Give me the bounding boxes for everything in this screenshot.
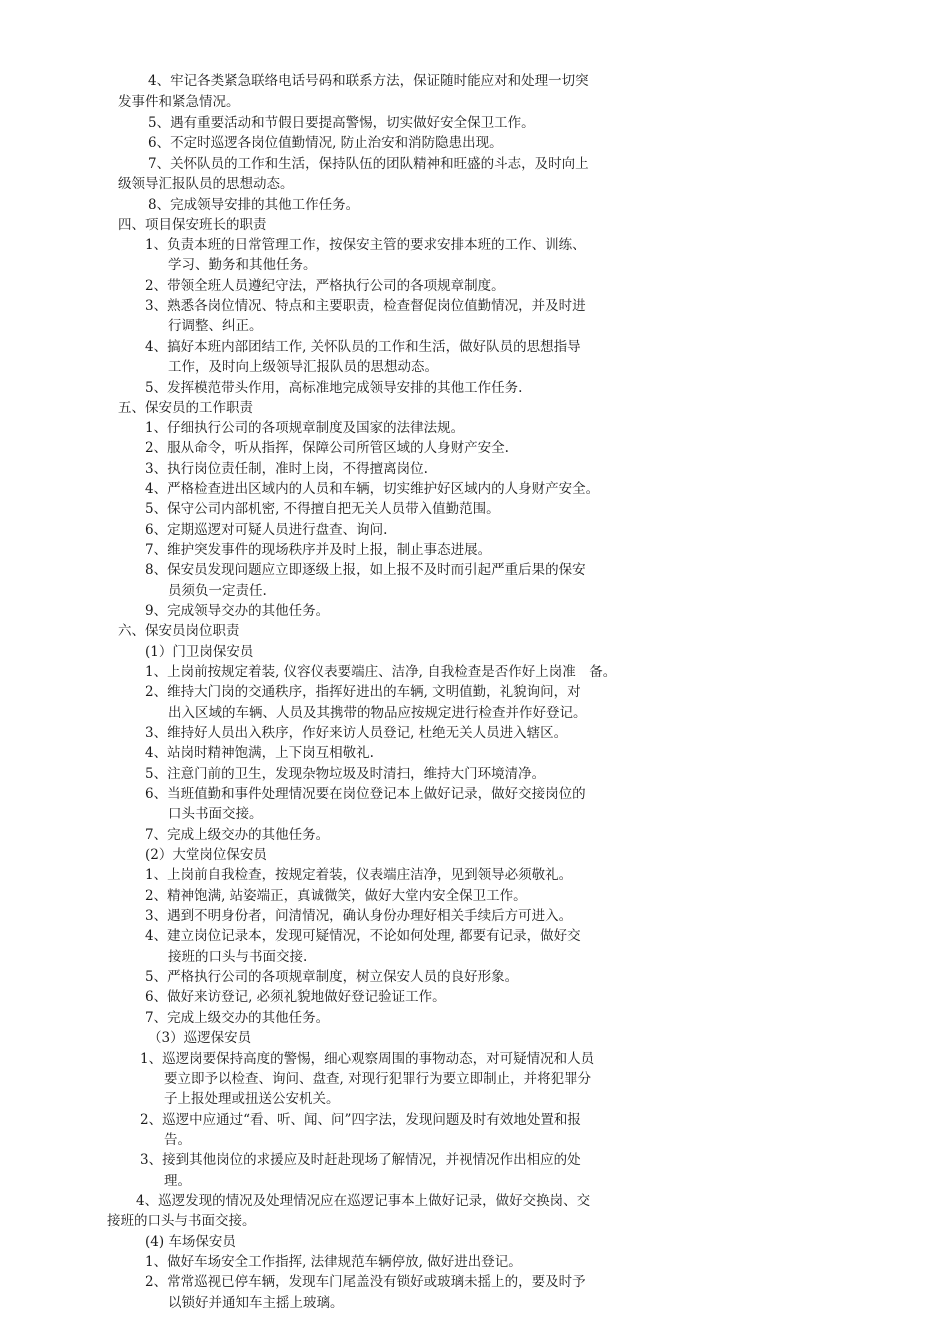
text-line: 2、巡逻中应通过“看、听、闻、问”四字法，发现问题及时有效地处置和报 — [140, 1112, 581, 1128]
text-line: 4、搞好本班内部团结工作, 关怀队员的工作和生活，做好队员的思想指导 — [145, 339, 581, 355]
text-line: 6、不定时巡逻各岗位值勤情况, 防止治安和消防隐患出现。 — [148, 135, 503, 151]
text-line: 4、建立岗位记录本，发现可疑情况，不论如何处理, 都要有记录，做好交 — [145, 928, 581, 944]
text-line: 接班的口头与书面交接。 — [107, 1213, 256, 1229]
section-heading: 四、项目保安班长的职责 — [118, 217, 267, 233]
text-line: 告。 — [164, 1132, 191, 1148]
text-line: 7、关怀队员的工作和生活，保持队伍的团队精神和旺盛的斗志，及时向上 — [148, 156, 589, 172]
text-line: 子上报处理或扭送公安机关。 — [164, 1091, 340, 1107]
subsection-heading: (2）大堂岗位保安员 — [145, 847, 267, 863]
text-line: 6、做好来访登记, 必须礼貌地做好登记验证工作。 — [145, 989, 446, 1005]
text-line: 出入区域的车辆、人员及其携带的物品应按规定进行检查并作好登记。 — [168, 705, 587, 721]
text-line: 1、做好车场安全工作指挥, 法律规范车辆停放, 做好进出登记。 — [145, 1254, 522, 1270]
text-line: 4、巡逻发现的情况及处理情况应在巡逻记事本上做好记录，做好交换岗、交 — [136, 1193, 591, 1209]
text-line: 发事件和紧急情况。 — [118, 94, 240, 110]
text-line: 2、常常巡视已停车辆，发现车门尾盖没有锁好或玻璃未摇上的，要及时予 — [145, 1274, 586, 1290]
text-line: 5、发挥模范带头作用，高标准地完成领导安排的其他工作任务. — [145, 380, 523, 396]
subsection-heading: （3）巡逻保安员 — [148, 1030, 252, 1046]
text-line: 5、严格执行公司的各项规章制度，树立保安人员的良好形象。 — [145, 969, 519, 985]
section-heading: 五、保安员的工作职责 — [118, 400, 253, 416]
text-line: 理。 — [164, 1173, 191, 1189]
text-line: 4、站岗时精神饱满，上下岗互相敬礼. — [145, 745, 374, 761]
text-line: 7、完成上级交办的其他任务。 — [145, 827, 330, 843]
text-line: 7、维护突发事件的现场秩序并及时上报，制止事态进展。 — [145, 542, 492, 558]
text-line: 8、保安员发现问题应立即逐级上报，如上报不及时而引起严重后果的保安 — [145, 562, 586, 578]
text-line: 5、遇有重要活动和节假日要提高警惕，切实做好安全保卫工作。 — [148, 115, 535, 131]
section-heading: 六、保安员岗位职责 — [118, 623, 240, 639]
text-line: 3、维持好人员出入秩序，作好来访人员登记, 杜绝无关人员进入辖区。 — [145, 725, 568, 741]
text-line: 1、仔细执行公司的各项规章制度及国家的法律法规。 — [145, 420, 465, 436]
text-line: 员须负一定责任. — [168, 583, 267, 599]
text-line: 7、完成上级交办的其他任务。 — [145, 1010, 330, 1026]
text-line: 6、定期巡逻对可疑人员进行盘查、询问. — [145, 522, 388, 538]
subsection-heading: (1）门卫岗保安员 — [145, 644, 254, 660]
text-line: 1、负责本班的日常管理工作，按保安主管的要求安排本班的工作、训练、 — [145, 237, 586, 253]
text-line: 2、带领全班人员遵纪守法，严格执行公司的各项规章制度。 — [145, 278, 505, 294]
text-line: 接班的口头与书面交接. — [168, 949, 308, 965]
text-line: 3、熟悉各岗位情况、特点和主要职责，检查督促岗位值勤情况，并及时进 — [145, 298, 586, 314]
text-line: 口头书面交接。 — [168, 806, 263, 822]
text-line: 2、精神饱满, 站姿端正，真诚微笑，做好大堂内安全保卫工作。 — [145, 888, 527, 904]
text-line: 5、注意门前的卫生，发现杂物垃圾及时清扫，维持大门环境清净。 — [145, 766, 546, 782]
text-line: 3、执行岗位责任制，准时上岗，不得擅离岗位. — [145, 461, 428, 477]
text-line: 2、服从命令，听从指挥，保障公司所管区域的人身财产安全. — [145, 440, 509, 456]
text-line: 以锁好并通知车主摇上玻璃。 — [168, 1295, 344, 1311]
text-line: 3、接到其他岗位的求援应及时赶赴现场了解情况，并视情况作出相应的处 — [140, 1152, 581, 1168]
text-line: 8、完成领导安排的其他工作任务。 — [148, 197, 360, 213]
text-line: 2、维持大门岗的交通秩序，指挥好进出的车辆, 文明值勤，礼貌询问，对 — [145, 684, 581, 700]
text-line: 9、完成领导交办的其他任务。 — [145, 603, 330, 619]
subsection-heading: (4) 车场保安员 — [145, 1234, 236, 1250]
text-line: 要立即予以检查、询问、盘查, 对现行犯罪行为要立即制止，并将犯罪分 — [164, 1071, 592, 1087]
text-line: 4、严格检查进出区域内的人员和车辆，切实维护好区域内的人身财产安全。 — [145, 481, 600, 497]
text-line: 5、保守公司内部机密, 不得擅自把无关人员带入值勤范围。 — [145, 501, 500, 517]
text-line: 工作，及时向上级领导汇报队员的思想动态。 — [168, 359, 438, 375]
text-line: 级领导汇报队员的思想动态。 — [118, 176, 294, 192]
text-line: 学习、勤务和其他任务。 — [168, 257, 317, 273]
text-line: 1、上岗前自我检查，按规定着装，仪表端庄洁净，见到领导必须敬礼。 — [145, 867, 573, 883]
text-line: 4、牢记各类紧急联络电话号码和联系方法，保证随时能应对和处理一切突 — [148, 73, 589, 89]
text-line: 行调整、纠正。 — [168, 318, 263, 334]
text-line: 3、遇到不明身份者，问清情况，确认身份办理好相关手续后方可进入。 — [145, 908, 573, 924]
text-line: 1、巡逻岗要保持高度的警惕，细心观察周围的事物动态，对可疑情况和人员 — [140, 1051, 595, 1067]
text-line: 6、当班值勤和事件处理情况要在岗位登记本上做好记录，做好交接岗位的 — [145, 786, 586, 802]
text-line: 1、上岗前按规定着装, 仪容仪表要端庄、洁净, 自我检查是否作好上岗准 备。 — [145, 664, 617, 680]
